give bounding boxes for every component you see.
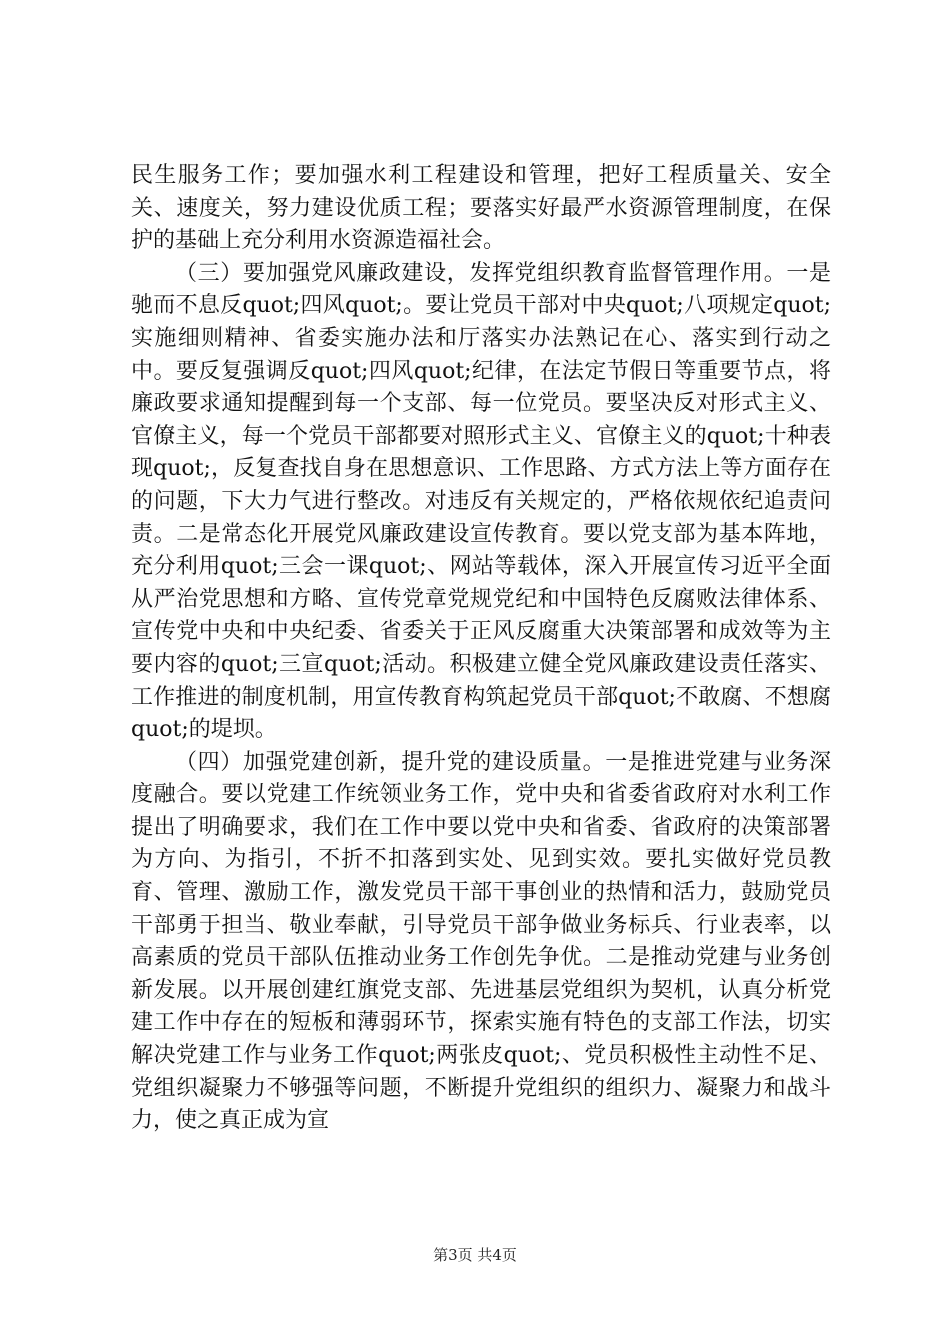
paragraph-continuation: 民生服务工作；要加强水利工程建设和管理，把好工程质量关、安全关、速度关，努力建设优质工程；要落实好最严水资源管理制度，在保护的基础上充分利用水资源造福社会。 bbox=[131, 163, 831, 254]
paragraph-section-three: （三）要加强党风廉政建设，发挥党组织教育监督管理作用。一是驰而不息反quot;四风quot;。要让党员干部对中央quot;八项规定quot;实施细则精神、省委实施办法和厅落实办法熟记在心、落实到行动之中。要反复强调反quot;四风quot;纪律，在法定节假日等重要节点，将廉政要求通知提醒到每一个支部、每一位党员。要坚决反对形式主义、官僚主义，每一个党员干部都要对照形式主义、官僚主义的quot;十种表现quot;，反复查找自身在思想意识、工作思路、方式方法上等方面存在的问题，下大力气进行整改。对违反有关规定的，严格依规依纪追责问责。二是常态化开展党风廉政建设宣传教育。要以党支部为基本阵地，充分利用quot;三会一课quot;、网站等载体，深入开展宣传习近平全面从严治党思想和方略、宣传党章党规党纪和中国特色反腐败法律体系、宣传党中央和中央纪委、省委关于正风反腐重大决策部署和成效等为主要内容的quot;三宣quot;活动。积极建立健全党风廉政建设责任落实、工作推进的制度机制，用宣传教育构筑起党员干部quot;不敢腐、不想腐quot;的堤坝。 bbox=[131, 260, 831, 743]
page-number-footer: 第3页 共4页 bbox=[433, 1246, 517, 1264]
document-body bbox=[131, 160, 831, 1138]
paragraph-section-four: （四）加强党建创新，提升党的建设质量。一是推进党建与业务深度融合。要以党建工作统领业务工作，党中央和省委省政府对水利工作提出了明确要求，我们在工作中要以党中央和省委、省政府的决策部署为方向、为指引，不折不扣落到实处、见到实效。要扎实做好党员教育、管理、激励工作，激发党员干部干事创业的热情和活力，鼓励党员干部勇于担当、敬业奉献，引导党员干部争做业务标兵、行业表率，以高素质的党员干部队伍推动业务工作创先争优。二是推动党建与业务创新发展。以开展创建红旗党支部、先进基层党组织为契机，认真分析党建工作中存在的短板和薄弱环节，探索实施有特色的支部工作法，切实解决党建工作与业务工作quot;两张皮quot;、党员积极性主动性不足、党组织凝聚力不够强等问题，不断提升党组织的组织力、凝聚力和战斗力，使之真正成为宣 bbox=[131, 749, 831, 1134]
